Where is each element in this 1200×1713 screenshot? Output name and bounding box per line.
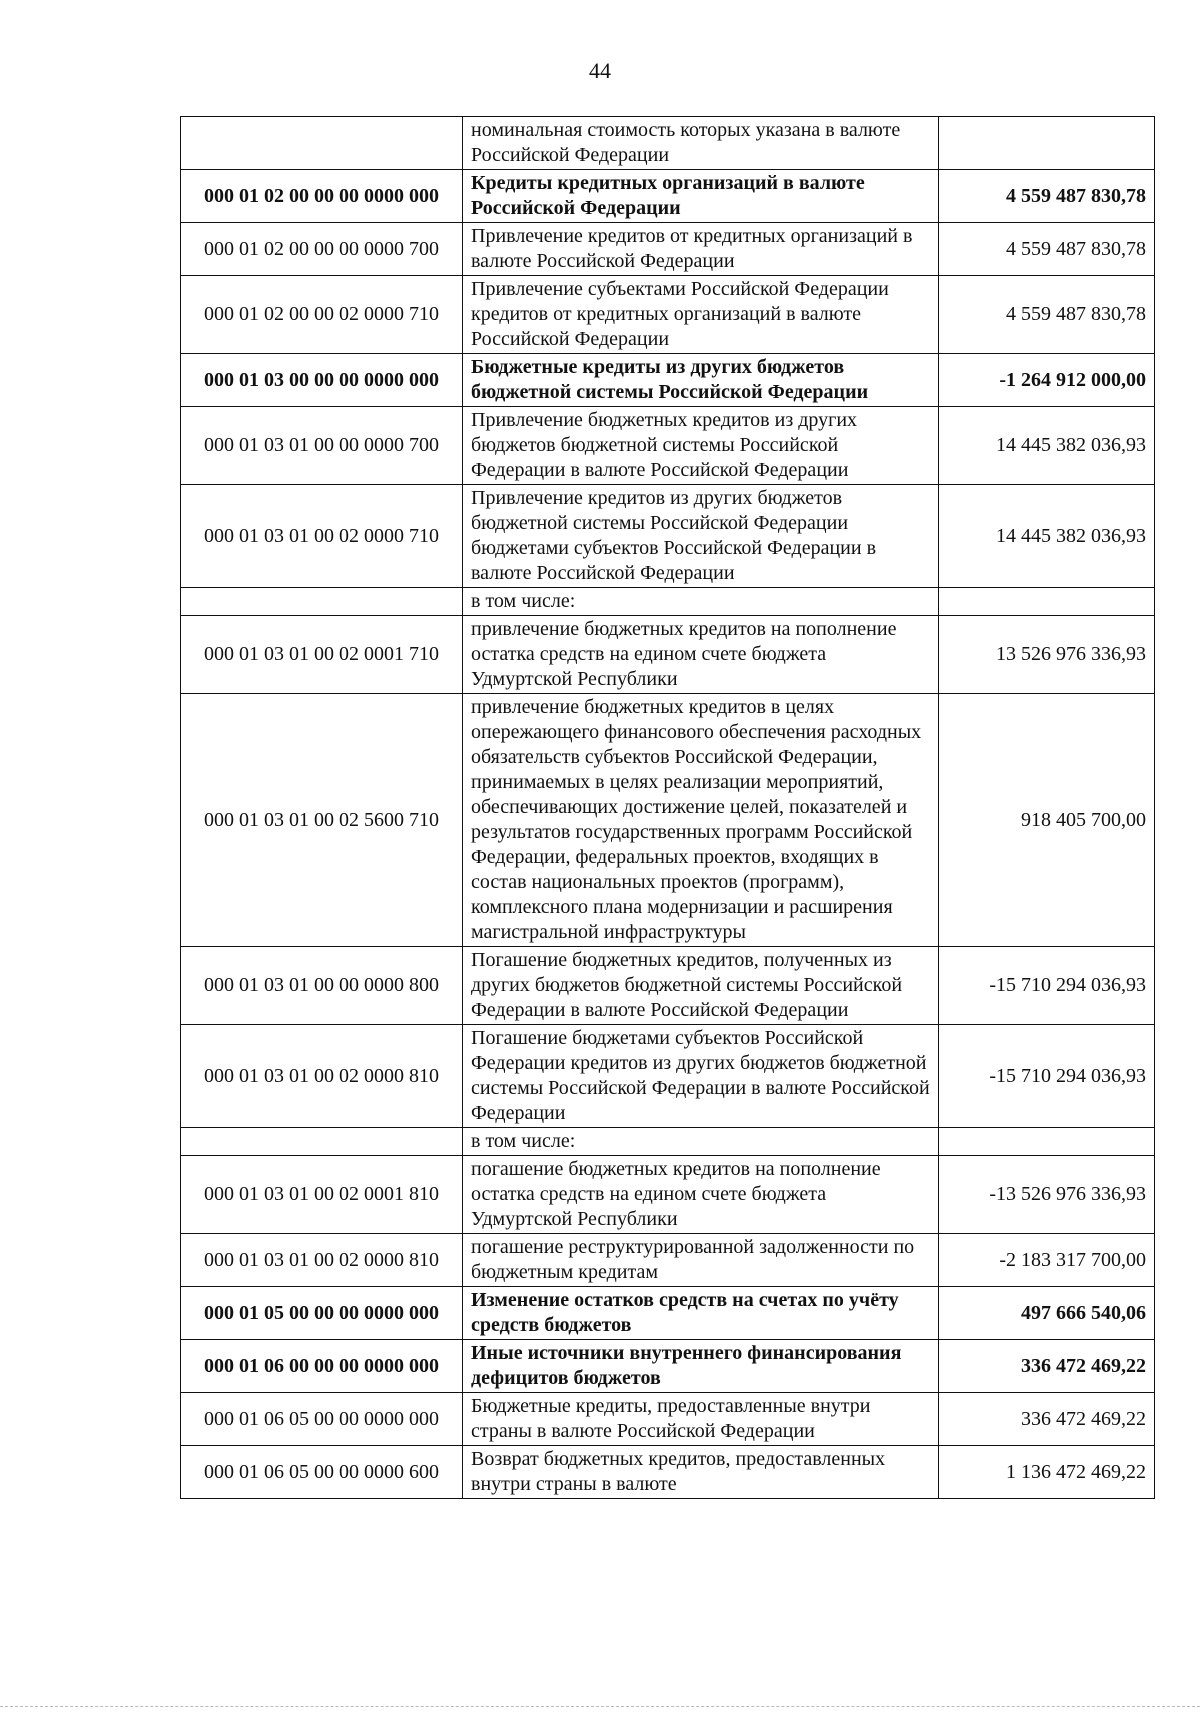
table-row [181, 170, 1155, 223]
budget-code-cell: 000 01 06 00 00 00 0000 000 [181, 1340, 463, 1393]
table-row [181, 117, 1155, 170]
source-name-cell: Бюджетные кредиты из других бюджетов бюджетной системы Российской Федерации [463, 354, 939, 407]
source-name-cell: Бюджетные кредиты, предоставленные внутри страны в валюте Российской Федерации [463, 1393, 939, 1446]
source-name-cell: Привлечение кредитов из других бюджетов бюджетной системы Российской Федерации бюджетами субъектов Российской Федерации в валюте Российской Федерации [463, 485, 939, 588]
source-name-cell: Погашение бюджетных кредитов, полученных из других бюджетов бюджетной системы Российской Федерации в валюте Российской Федерации [463, 947, 939, 1025]
table-row [181, 588, 1155, 616]
budget-code-cell: 000 01 03 01 00 02 0000 810 [181, 1025, 463, 1128]
table-row [181, 1287, 1155, 1340]
amount-cell: 4 559 487 830,78 [939, 276, 1155, 354]
amount-cell: 14 445 382 036,93 [939, 485, 1155, 588]
amount-cell: -1 264 912 000,00 [939, 354, 1155, 407]
source-name-cell: в том числе: [463, 588, 939, 616]
source-name-cell: Иные источники внутреннего финансирования дефицитов бюджетов [463, 1340, 939, 1393]
table-row [181, 1025, 1155, 1128]
source-name-cell: привлечение бюджетных кредитов на пополнение остатка средств на едином счете бюджета Удмуртской Республики [463, 616, 939, 694]
table-row [181, 616, 1155, 694]
budget-code-cell: 000 01 03 01 00 02 0001 810 [181, 1156, 463, 1234]
page-number: 44 [589, 58, 611, 83]
budget-code-cell: 000 01 03 01 00 00 0000 700 [181, 407, 463, 485]
table-row [181, 1128, 1155, 1156]
amount-cell: 336 472 469,22 [939, 1340, 1155, 1393]
budget-code-cell [181, 588, 463, 616]
amount-cell: 13 526 976 336,93 [939, 616, 1155, 694]
source-name-cell: номинальная стоимость которых указана в валюте Российской Федерации [463, 117, 939, 170]
source-name-cell: Кредиты кредитных организаций в валюте Российской Федерации [463, 170, 939, 223]
amount-cell [939, 1128, 1155, 1156]
budget-code-cell: 000 01 03 00 00 00 0000 000 [181, 354, 463, 407]
budget-code-cell: 000 01 03 01 00 02 0000 810 [181, 1234, 463, 1287]
sources-financing-table [180, 116, 1155, 1499]
budget-code-cell [181, 117, 463, 170]
amount-cell: 14 445 382 036,93 [939, 407, 1155, 485]
source-name-cell: погашение реструктурированной задолженности по бюджетным кредитам [463, 1234, 939, 1287]
budget-code-cell: 000 01 03 01 00 02 0001 710 [181, 616, 463, 694]
table-row [181, 354, 1155, 407]
amount-cell: 497 666 540,06 [939, 1287, 1155, 1340]
budget-code-cell: 000 01 03 01 00 02 5600 710 [181, 694, 463, 947]
source-name-cell: погашение бюджетных кредитов на пополнение остатка средств на едином счете бюджета Удмуртской Республики [463, 1156, 939, 1234]
table-row [181, 1340, 1155, 1393]
source-name-cell: Привлечение субъектами Российской Федерации кредитов от кредитных организаций в валюте Российской Федерации [463, 276, 939, 354]
amount-cell: 336 472 469,22 [939, 1393, 1155, 1446]
amount-cell [939, 588, 1155, 616]
table-row [181, 1393, 1155, 1446]
source-name-cell: в том числе: [463, 1128, 939, 1156]
amount-cell: 4 559 487 830,78 [939, 170, 1155, 223]
amount-cell: -13 526 976 336,93 [939, 1156, 1155, 1234]
amount-cell: 918 405 700,00 [939, 694, 1155, 947]
table-row [181, 1446, 1155, 1499]
source-name-cell: Привлечение бюджетных кредитов из других бюджетов бюджетной системы Российской Федерации в валюте Российской Федерации [463, 407, 939, 485]
source-name-cell: Погашение бюджетами субъектов Российской Федерации кредитов из других бюджетов бюджетной системы Российской Федерации в валюте Российской Федерации [463, 1025, 939, 1128]
table-row [181, 1234, 1155, 1287]
table-body [181, 117, 1155, 1499]
amount-cell: 1 136 472 469,22 [939, 1446, 1155, 1499]
source-name-cell: привлечение бюджетных кредитов в целях опережающего финансового обеспечения расходных обязательств субъектов Российской Федерации, принимаемых в целях реализации мероприятий, обеспечивающих достижение целей, показателей и результатов государственных программ Российской Федерации, федеральных проектов, входящих в состав национальных проектов (программ), комплексного плана модернизации и расширения магистральной инфраструктуры [463, 694, 939, 947]
table-row [181, 1156, 1155, 1234]
table-row [181, 223, 1155, 276]
budget-code-cell: 000 01 05 00 00 00 0000 000 [181, 1287, 463, 1340]
budget-code-cell: 000 01 03 01 00 02 0000 710 [181, 485, 463, 588]
table-row [181, 485, 1155, 588]
source-name-cell: Привлечение кредитов от кредитных организаций в валюте Российской Федерации [463, 223, 939, 276]
budget-code-cell: 000 01 03 01 00 00 0000 800 [181, 947, 463, 1025]
table-row [181, 276, 1155, 354]
budget-code-cell: 000 01 02 00 00 00 0000 000 [181, 170, 463, 223]
amount-cell: -15 710 294 036,93 [939, 1025, 1155, 1128]
budget-code-cell: 000 01 02 00 00 00 0000 700 [181, 223, 463, 276]
amount-cell: -15 710 294 036,93 [939, 947, 1155, 1025]
table-row [181, 947, 1155, 1025]
bottom-scan-line [0, 1706, 1200, 1707]
amount-cell: -2 183 317 700,00 [939, 1234, 1155, 1287]
amount-cell: 4 559 487 830,78 [939, 223, 1155, 276]
table-row [181, 407, 1155, 485]
source-name-cell: Возврат бюджетных кредитов, предоставленных внутри страны в валюте [463, 1446, 939, 1499]
amount-cell [939, 117, 1155, 170]
table-row [181, 694, 1155, 947]
budget-code-cell: 000 01 02 00 00 02 0000 710 [181, 276, 463, 354]
budget-code-cell [181, 1128, 463, 1156]
budget-code-cell: 000 01 06 05 00 00 0000 000 [181, 1393, 463, 1446]
budget-code-cell: 000 01 06 05 00 00 0000 600 [181, 1446, 463, 1499]
source-name-cell: Изменение остатков средств на счетах по учёту средств бюджетов [463, 1287, 939, 1340]
